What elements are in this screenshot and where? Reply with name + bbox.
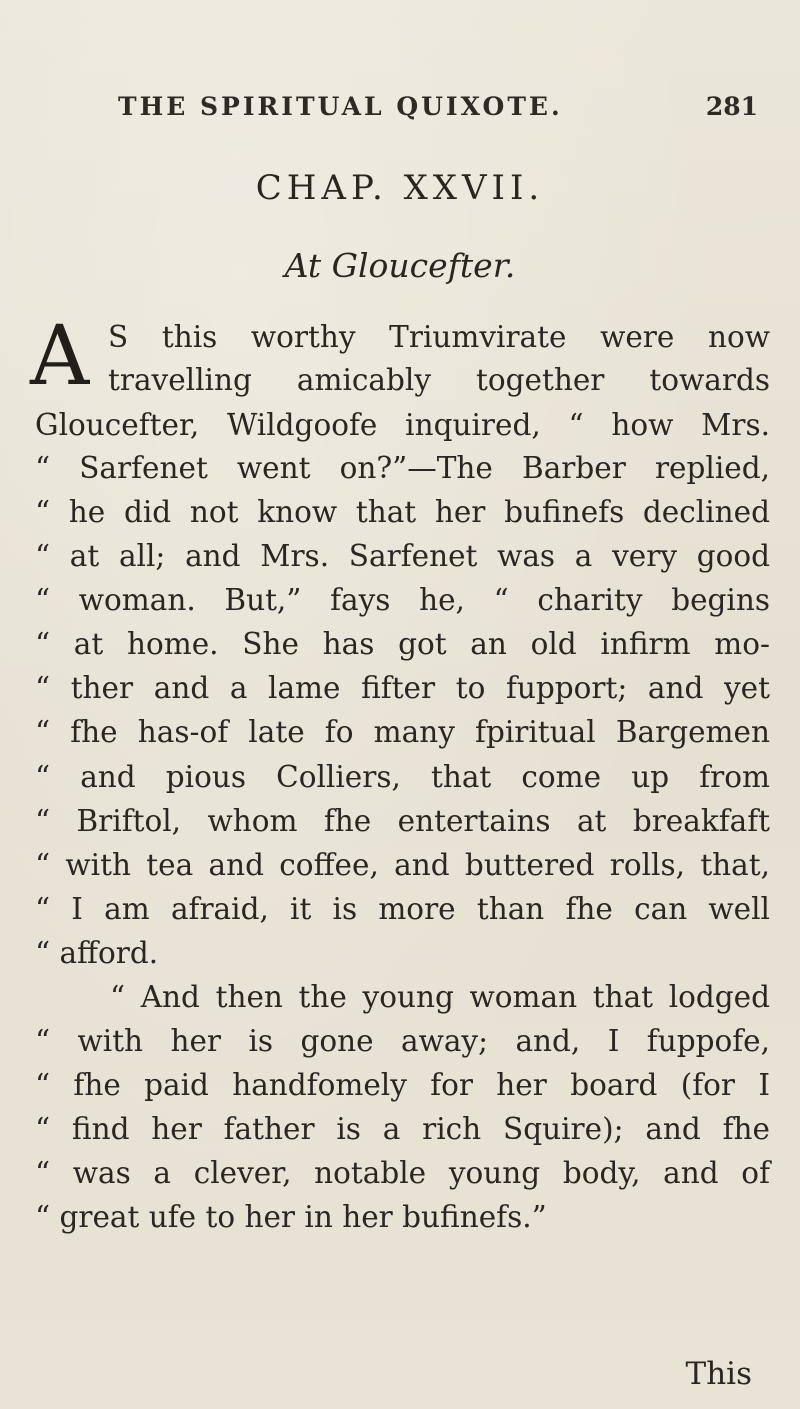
text-line: “ he did not know that her bufinefs declined: [35, 495, 770, 529]
text-line: “ Sarfenet went on?”—The Barber replied,: [35, 451, 770, 485]
page-number: 281: [705, 92, 758, 121]
text-line: “ I am afraid, it is more than fhe can well: [35, 892, 770, 926]
text-line: “ fhe has-of late fo many fpiritual Bargemen: [35, 715, 770, 749]
text-line: travelling amicably together towards: [108, 363, 770, 397]
text-line: “ woman. But,” fays he, “ charity begins: [35, 583, 770, 617]
text-line: “ afford.: [35, 936, 159, 970]
catchword: This: [685, 1356, 752, 1392]
text-line: Gloucefter, Wildgoofe inquired, “ how Mrs.: [35, 408, 770, 442]
drop-cap: A: [30, 309, 90, 404]
text-line: “ find her father is a rich Squire); and fhe: [35, 1112, 770, 1146]
text-line: S this worthy Triumvirate were now: [108, 320, 770, 354]
text-line: “ at home. She has got an old infirm mo-: [35, 627, 770, 661]
text-line: “ And then the young woman that lodged: [110, 980, 770, 1014]
text-line: “ fhe paid handfomely for her board (for I: [35, 1068, 770, 1102]
text-line: “ was a clever, notable young body, and of: [35, 1156, 770, 1190]
running-head: [118, 92, 758, 132]
text-line: “ with her is gone away; and, I fuppofe,: [35, 1024, 770, 1058]
text-line: “ with tea and coffee, and buttered rolls, that,: [35, 848, 770, 882]
text-line: “ Briftol, whom fhe entertains at breakfaft: [35, 804, 770, 838]
chapter-subtitle: At Gloucefter.: [284, 246, 516, 285]
text-line: “ at all; and Mrs. Sarfenet was a very good: [35, 539, 770, 573]
text-line: “ great ufe to her in her bufinefs.”: [35, 1200, 547, 1234]
chapter-heading: CHAP. XXVII.: [255, 168, 545, 208]
text-line: “ and pious Colliers, that come up from: [35, 760, 770, 794]
text-line: “ ther and a lame fifter to fupport; and yet: [35, 671, 770, 705]
running-title: THE SPIRITUAL QUIXOTE.: [118, 92, 563, 121]
